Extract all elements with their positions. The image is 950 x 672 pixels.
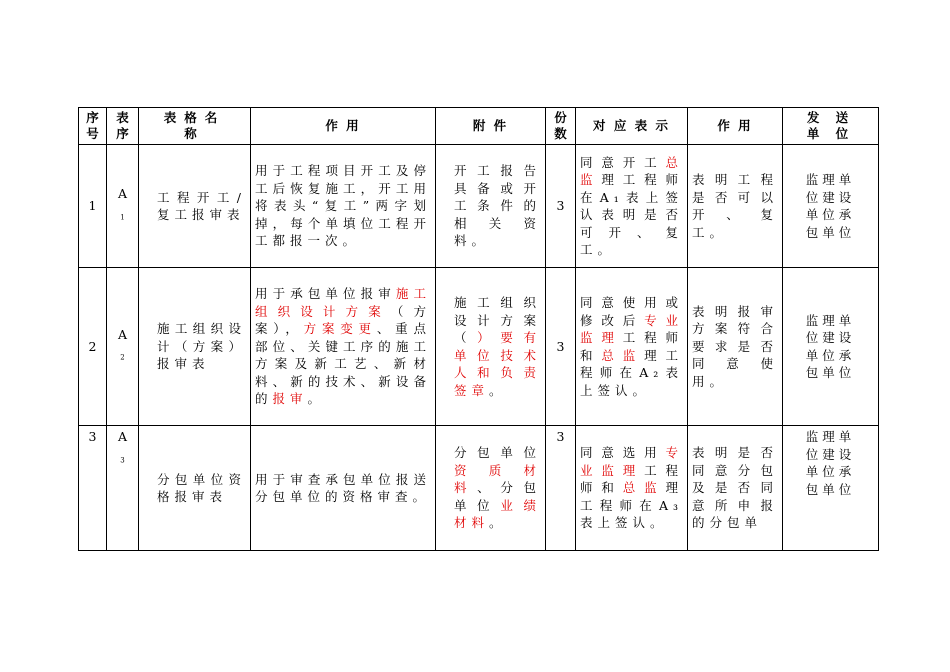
text-segment: 用于审查承包单位报送分包单位的资格审查。 [255, 471, 431, 504]
effect-cell: 表明报审方案符合要求是否同意使用。 [688, 268, 783, 426]
header-name: 表格名称 [139, 108, 251, 145]
form-code [107, 145, 139, 268]
header-attach: 附 件 [436, 108, 546, 145]
copies-count: 3 [546, 426, 576, 551]
text-segment: 开工报告具备或开工条件的相关资料。 [454, 163, 541, 249]
header-effect2: 作 用 [688, 108, 783, 145]
header-copies: 份数 [546, 108, 576, 145]
attachments-cell [436, 145, 546, 268]
form-index-table [78, 107, 879, 551]
form-code [107, 426, 139, 551]
header-row [79, 108, 879, 145]
highlighted-text: 专业监理 [580, 312, 683, 345]
purpose-cell [251, 145, 436, 268]
text-segment: 同意使用或修改后 [580, 295, 683, 328]
text-segment: 工程师和 [580, 330, 683, 363]
row-number: 2 [79, 268, 107, 426]
header-effect: 作 用 [251, 108, 436, 145]
highlighted-text: 方案变更 [303, 321, 377, 337]
header-order: 表序 [107, 108, 139, 145]
corresponding-sign-cell [576, 268, 688, 426]
corresponding-sign-cell [576, 145, 688, 268]
form-name: 施工组织设计（方案）报审表 [139, 268, 251, 426]
highlighted-text: ）要有单位技术人和负责签章 [454, 330, 541, 398]
text-segment: 理工程师在A₃表上签认。 [580, 480, 683, 531]
text-segment: 施工组织设计方案（ [454, 295, 541, 345]
text-segment: 。 [489, 515, 507, 531]
highlighted-text: 专业监理 [580, 445, 683, 478]
highlighted-text: 施工组织设计方案 [255, 286, 431, 319]
text-segment: 理工程师在A₁表上签认表明是否可开、复工。 [580, 172, 683, 257]
form-code [107, 268, 139, 426]
effect-cell: 表明是否同意分包及是否同意所申报的分包单 [688, 426, 783, 551]
form-code-letter: A [117, 326, 128, 342]
purpose-cell [251, 426, 436, 551]
text-segment: 分包单位 [454, 445, 541, 461]
form-name: 工程开工/复工报审表 [139, 145, 251, 268]
text-segment: 。 [489, 382, 507, 398]
text-segment: 同意选用 [580, 445, 666, 461]
text-segment: 。 [307, 391, 326, 407]
highlighted-text: 总监 [622, 480, 666, 496]
text-segment: 同意开工 [580, 154, 666, 170]
table-row [79, 145, 879, 268]
table-row [79, 268, 879, 426]
highlighted-text: 业绩材料 [454, 497, 541, 531]
form-code-subscript: 3 [120, 456, 125, 464]
highlighted-text: 资质材料 [454, 462, 541, 496]
highlighted-text: 报审 [272, 391, 308, 407]
text-segment: （方案）， [255, 303, 431, 337]
highlighted-text: 总监 [580, 154, 683, 187]
row-number: 1 [79, 145, 107, 268]
corresponding-sign-cell [576, 426, 688, 551]
table-row [79, 426, 879, 551]
header-send: 发 送 单 位 [783, 108, 879, 145]
purpose-cell [251, 268, 436, 426]
copies-count: 3 [546, 268, 576, 426]
attachments-cell [436, 426, 546, 551]
text-segment: 工程师和 [580, 462, 683, 496]
attachments-cell [436, 268, 546, 426]
text-segment: 用于承包单位报审 [255, 286, 396, 302]
recipient-units: 监理单位建设单位承包单位 [783, 426, 879, 551]
recipient-units: 监理单位建设单位承包单位 [783, 145, 879, 268]
row-number: 3 [79, 426, 107, 551]
header-no: 序号 [79, 108, 107, 145]
form-code-letter: A [117, 186, 128, 202]
header-corr: 对 应 表 示 [576, 108, 688, 145]
text-segment: 理工程师在A₂表上签认。 [580, 347, 683, 398]
text-segment: 、分包单位 [454, 480, 541, 513]
effect-cell: 表明工程是否可以开、复工。 [688, 145, 783, 268]
form-code-letter: A [117, 429, 128, 444]
recipient-units: 监理单位建设单位承包单位 [783, 268, 879, 426]
form-code-subscript: 1 [120, 213, 125, 222]
form-name: 分包单位资格报审表 [139, 426, 251, 551]
copies-count: 3 [546, 145, 576, 268]
text-segment: 、重点部位、关键工序的施工方案及新工艺、新材料、新的技术、新设备的 [255, 321, 431, 407]
text-segment: 用于工程项目开工及停工后恢复施工，开工用将表头“复工”两字划掉，每个单填位工程开工都报一次。 [255, 163, 431, 249]
form-code-subscript: 2 [120, 353, 125, 362]
highlighted-text: 总监 [601, 347, 645, 363]
